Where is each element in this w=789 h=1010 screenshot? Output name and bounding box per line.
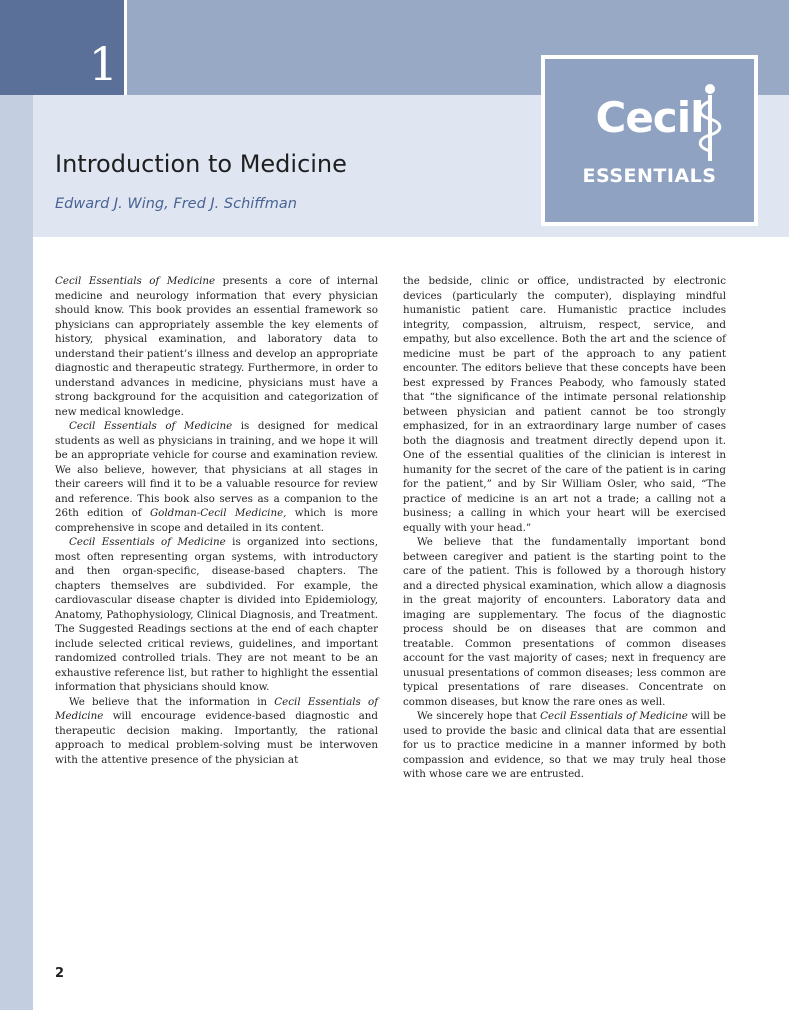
chapter-title: Introduction to Medicine xyxy=(55,150,347,178)
logo-subtitle: ESSENTIALS xyxy=(582,165,717,187)
italic-title-run: Cecil Essentials of Medicine xyxy=(69,420,233,432)
italic-title-run: Cecil Essentials of Medicine xyxy=(55,275,216,287)
paragraph xyxy=(403,709,726,782)
body-column-right xyxy=(403,274,726,782)
paragraph xyxy=(55,535,378,695)
paragraph xyxy=(55,419,378,535)
italic-title-run: Goldman-Cecil Medicine, xyxy=(149,507,287,519)
caduceus-icon xyxy=(695,81,725,171)
cecil-essentials-logo xyxy=(541,55,758,226)
text-run: will encourage evidence-based diagnostic and therapeutic decision making. Importantly, the rational approach to medical problem-solving must be interwoven with the attentive presence of the physician at xyxy=(55,710,378,766)
left-margin-strip xyxy=(0,95,33,1010)
text-run: presents a core of internal medicine and neurology information that every physician should know. This book provides an essential framework so physicians can appropriately assemble the key elements of history, physical examination, and laboratory data to understand their patient’s illness and develop an appropriate diagnostic and therapeutic strategy. Furthermore, in order to understand advances in medicine, physicians must have a strong background for the acquisition and categorization of new medical knowledge. xyxy=(55,275,378,418)
text-run: the bedside, clinic or office, undistracted by electronic devices (particularly the computer), displaying mindful humanistic patient care. Humanistic practice includes integrity, compassion, altruism, respect, service, and empathy, but also excellence. Both the art and the science of medicine must be part of the approach to any patient encounter. The editors believe that these concepts have been best expressed by Frances Peabody, who famously stated that “the significance of the intimate personal relationship between physician and patient cannot be too strongly emphasized, for in an extraordinary large number of cases both the diagnosis and treatment directly depend upon it. One of the essential qualities of the clinician is interest in humanity for the secret of the care of the patient is in caring for the patient,” and by Sir William Osler, who said, “The practice of medicine is an art not a trade; a calling not a business; a calling in which your heart will be exercised equally with your head.” xyxy=(403,275,726,534)
chapter-number: 1 xyxy=(88,37,118,91)
paragraph xyxy=(55,695,378,768)
text-run: is designed for medical students as well as physicians in training, and we hope it will be an appropriate vehicle for course and examination review. We also believe, however, that physicians at all stages in their careers will find it to be a valuable resource for review and reference. This book also serves as a companion to the 26th edition of xyxy=(55,420,378,519)
chapter-authors: Edward J. Wing, Fred J. Schiffman xyxy=(55,196,297,212)
italic-title-run: Cecil Essentials of Medicine xyxy=(540,710,688,722)
logo-panel xyxy=(545,59,754,222)
chapter-number-box xyxy=(0,0,124,95)
logo-wordmark: Cecil xyxy=(595,93,704,142)
text-run: We believe that the information in xyxy=(69,695,275,708)
text-run: will be used to provide the basic and clinical data that are essential for us to practice medicine in a manner informed by both compassion and evidence, so that we may truly heal those with whose care we are entrusted. xyxy=(403,710,726,780)
text-run: is organized into sections, most often representing organ systems, with introductory and then organ-specific, disease-based chapters. The chapters themselves are subdivided. For example, the cardiovascular disease chapter is divided into Epidemiology, Anatomy, Pathophysiology, Clinical Diagnosis, and Treatment. The Suggested Readings sections at the end of each chapter include selected critical reviews, guidelines, and important randomized controlled trials. They are not meant to be an exhaustive reference list, but rather to highlight the essential information that physicians should know. xyxy=(55,536,378,693)
text-run: We believe that the fundamentally important bond between caregiver and patient is the starting point to the care of the patient. This is followed by a thorough history and a directed physical examination, which allow a diagnosis in the great majority of encounters. Laboratory data and imaging are supplementary. The focus of the diagnostic process should be on diseases that are common and treatable. Common presentations of common diseases account for the vast majority of cases; next in frequency are unusual presentations of common diseases; less common are typical presentations of rare diseases. Concentrate on common diseases, but know the rare ones as well. xyxy=(403,536,726,708)
paragraph xyxy=(55,274,378,419)
body-column-left xyxy=(55,274,378,767)
text-run: which is more comprehensive in scope and detailed in its content. xyxy=(55,507,378,534)
italic-title-run: Cecil Essentials of Medicine xyxy=(55,695,379,722)
page-number: 2 xyxy=(55,966,65,981)
italic-title-run: Cecil Essentials of Medicine xyxy=(69,536,226,548)
paragraph xyxy=(403,274,726,535)
paragraph xyxy=(403,535,726,709)
text-run: We sincerely hope that xyxy=(417,710,541,722)
